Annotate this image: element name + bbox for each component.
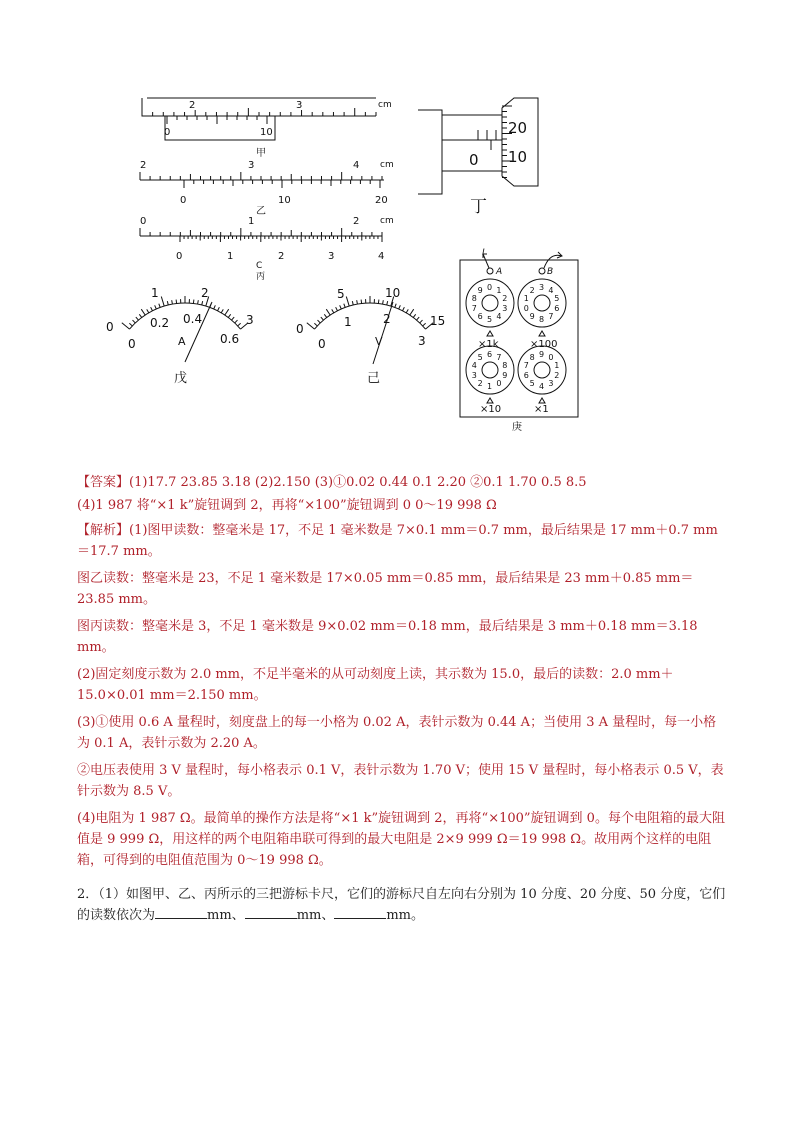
- wu-tick: [202, 301, 203, 305]
- ji-outer-0: 0: [296, 322, 304, 336]
- jia-vernier-10: 10: [260, 127, 273, 138]
- wu-outer-0: 0: [106, 320, 114, 334]
- geng-dial-digit: 8: [539, 315, 545, 324]
- instrument-figure: [0, 0, 794, 440]
- geng-knob-pointer: [487, 398, 493, 403]
- answer-tag: 【答案】: [77, 475, 130, 490]
- bing-vernier-3: 3: [328, 251, 335, 262]
- yi-caption: 乙: [256, 206, 266, 217]
- wu-tick: [159, 304, 160, 308]
- jia-main-2: 2: [189, 100, 196, 111]
- sep-1: 、: [231, 908, 245, 923]
- answer-blank-1[interactable]: [155, 906, 207, 919]
- ji-tick: [324, 314, 326, 317]
- geng-dial-digit: 5: [477, 353, 483, 363]
- wu-outer-1: 1: [151, 286, 159, 300]
- geng-dial-digit: 1: [496, 286, 502, 296]
- jia-caption: 甲: [256, 148, 266, 159]
- ji-inner-1: 1: [344, 315, 352, 329]
- yi-main-4: 4: [353, 160, 360, 171]
- wu-tick: [221, 309, 223, 312]
- wu-inner-0.2: 0.2: [150, 316, 170, 330]
- jia-vernier-0: 0: [164, 127, 171, 138]
- geng-dial-digit: 8: [529, 353, 535, 363]
- wu-tick: [133, 320, 136, 323]
- geng-terminal-a: A: [496, 267, 503, 277]
- geng-dial-digit: 7: [548, 311, 554, 321]
- geng-dial-digit: 6: [487, 350, 493, 359]
- bing-vernier-2: 2: [278, 251, 285, 262]
- ji-inner-2: 2: [383, 312, 391, 326]
- question-2-text: 2．（1）如图甲、乙、丙所示的三把游标卡尺，它们的游标尺自左向右分别为 10 分度、20 分度、50 分度，它们的读数依次为: [77, 887, 726, 923]
- ji-tick: [326, 309, 330, 315]
- wu-tick: [218, 307, 220, 311]
- ji-tick: [314, 323, 317, 326]
- geng-dial-digit: 4: [496, 311, 502, 321]
- geng-knob-pointer: [539, 398, 545, 403]
- geng-dial-digit: 2: [477, 378, 483, 388]
- geng-dial-digit: 3: [548, 378, 554, 388]
- geng-dial-digit: 5: [529, 378, 535, 388]
- bing-caption-c: C: [256, 261, 263, 271]
- bing-vernier-1: 1: [227, 251, 234, 262]
- analysis-p6: ②电压表使用 3 V 量程时，每小格表示 0.1 V，表针示数为 1.70 V；使用 15 V 量程时，每小格表示 0.5 V，表针示数为 8.5 V。: [77, 763, 724, 799]
- ji-outer-10: 10: [385, 286, 401, 300]
- wu-unit: A: [178, 335, 186, 348]
- end-mark: 。: [411, 908, 425, 923]
- analysis-p2: 图乙读数：整毫米是 23，不足 1 毫米数是 17×0.05 mm＝0.85 mm，最后结果是 23 mm＋0.85 mm＝23.85 mm。: [77, 571, 694, 607]
- caliper-yi: [140, 172, 384, 188]
- geng-dial-digit: 3: [502, 303, 508, 313]
- wu-tick: [129, 323, 132, 326]
- ammeter-wu: [122, 296, 248, 362]
- wu-tick: [225, 309, 229, 315]
- ding-caption: 丁: [470, 197, 487, 217]
- geng-dial-digit: 1: [523, 294, 529, 304]
- geng-dial-digit: 2: [502, 294, 508, 304]
- resistance-box-geng: [460, 252, 578, 417]
- bing-main-1: 1: [248, 216, 255, 227]
- geng-knob-pointer: [539, 331, 545, 336]
- geng-terminal-b: B: [547, 267, 554, 277]
- geng-knob-center: [482, 295, 498, 311]
- answer-line-1: [77, 471, 587, 490]
- geng-dial-digit: 6: [523, 370, 529, 380]
- ji-tick: [395, 304, 396, 308]
- geng-dial-digit: 6: [554, 303, 560, 313]
- geng-dial-digit: 2: [529, 286, 535, 296]
- geng-dial-digit: 7: [496, 353, 502, 363]
- geng-dial-digit: 5: [554, 294, 560, 304]
- yi-main-2: 2: [140, 160, 147, 171]
- analysis-p1: [77, 520, 727, 562]
- geng-dial-digit: 4: [539, 382, 545, 391]
- geng-dial-digit: 7: [471, 303, 477, 313]
- wu-tick: [122, 323, 130, 329]
- geng-knob-center: [534, 362, 550, 378]
- analysis-p7: (4)电阻为 1 987 Ω。最简单的操作方法是将“×1 k”旋钮调到 2，再将“×100”旋钮调到 0。每个电阻箱的最大阻值是 9 999 Ω，用这样的两个电阻箱串联可得到的最大电阻是 2×9 999 Ω＝19 998 Ω。故用两个这样的电阻箱，可得到的电阻值范围为 0～19 998 Ω。: [77, 811, 725, 868]
- geng-dial-digit: 8: [502, 361, 508, 371]
- wu-tick: [214, 305, 216, 309]
- answer-line1: (1)17.7 23.85 3.18 (2)2.150 (3)①0.02 0.44 0.1 2.20 ②0.1 1.70 0.5 8.5: [129, 475, 587, 490]
- wu-tick: [151, 307, 153, 311]
- geng-dial-digit: 7: [523, 361, 529, 371]
- ji-caption: 己: [367, 371, 381, 386]
- bing-caption: 丙: [256, 272, 266, 282]
- ji-unit: V: [375, 335, 383, 348]
- geng-dial-digit: 6: [477, 311, 483, 321]
- analysis-p3: 图丙读数：整毫米是 3，不足 1 毫米数是 9×0.02 mm＝0.18 mm，最后结果是 3 mm＋0.18 mm＝3.18 mm。: [77, 619, 698, 655]
- geng-dial-digit: 3: [539, 283, 545, 292]
- question-2: [77, 884, 727, 926]
- ding-thimble-20: 20: [508, 119, 528, 137]
- bing-main-0: 0: [140, 216, 147, 227]
- geng-knob-x100: ×100: [530, 339, 558, 350]
- geng-dial-digit: 9: [539, 350, 545, 359]
- jia-main-3: 3: [296, 100, 303, 111]
- wu-tick: [172, 300, 173, 304]
- wu-outer-3: 3: [246, 313, 254, 327]
- ji-arc: [315, 303, 426, 329]
- analysis-p4: (2)固定刻度示数为 2.0 mm，不足半毫米的从可动刻度上读，其示数为 15.0，最后的读数：2.0 mm＋15.0×0.01 mm＝2.150 mm。: [77, 667, 674, 703]
- answer-line-2: (4)1 987 将“×1 k”旋钮调到 2，再将“×100”旋钮调到 0 0～19 998 Ω: [77, 498, 497, 513]
- geng-dial-digit: 4: [471, 361, 477, 371]
- yi-vernier-20: 20: [375, 195, 388, 206]
- unit-3: mm: [386, 908, 412, 923]
- geng-dial-digit: 0: [523, 303, 529, 313]
- analysis-tag: 【解析】: [77, 523, 130, 538]
- micrometer-ding: [418, 98, 538, 194]
- geng-knob-x1: ×1: [534, 404, 549, 415]
- wu-tick: [147, 309, 149, 312]
- geng-dial-digit: 1: [487, 382, 493, 391]
- ding-thimble-10: 10: [508, 148, 528, 166]
- geng-dial-digit: 9: [477, 286, 483, 296]
- wu-tick: [228, 314, 230, 317]
- geng-dial-digit: 5: [487, 315, 493, 324]
- yi-main-3: 3: [248, 160, 255, 171]
- wu-tick: [141, 309, 145, 315]
- geng-knob-x1k: ×1k: [478, 339, 499, 350]
- ji-tick: [420, 320, 423, 323]
- geng-knob-center: [534, 295, 550, 311]
- ji-tick: [383, 300, 384, 304]
- wu-tick: [232, 317, 235, 320]
- wu-tick: [155, 305, 157, 309]
- wu-outer-2: 2: [201, 286, 209, 300]
- wu-tick: [238, 323, 241, 326]
- yi-vernier-0: 0: [180, 195, 187, 206]
- geng-dial-digit: 9: [502, 370, 508, 380]
- geng-knob-center: [482, 362, 498, 378]
- geng-dial-digit: 1: [554, 361, 560, 371]
- answer-blank-2[interactable]: [245, 906, 297, 919]
- ji-tick: [336, 307, 338, 311]
- geng-dial-digit: 3: [471, 370, 477, 380]
- analysis-p1-text: (1)图甲读数：整毫米是 17，不足 1 毫米数是 7×0.1 mm＝0.7 mm，最后结果是 17 mm＋0.7 mm＝17.7 mm。: [77, 523, 718, 559]
- geng-dial-digit: 0: [487, 283, 493, 292]
- ji-outer-5: 5: [337, 287, 345, 301]
- geng-dial-digit: 0: [548, 353, 554, 363]
- wu-tick: [235, 320, 238, 323]
- bing-unit: cm: [380, 216, 394, 226]
- ji-tick: [399, 305, 401, 309]
- analysis-block: [77, 520, 727, 871]
- unit-2: mm: [296, 908, 322, 923]
- caliper-jia: [142, 98, 376, 140]
- wu-tick: [136, 317, 139, 320]
- ding-sleeve-0: 0: [469, 151, 479, 169]
- wu-inner-0: 0: [128, 337, 136, 351]
- caliper-bing: [140, 228, 382, 242]
- ji-inner-0: 0: [318, 337, 326, 351]
- geng-current: I: [482, 248, 485, 258]
- voltmeter-ji: [307, 296, 433, 364]
- ji-tick: [332, 309, 334, 312]
- bing-main-2: 2: [353, 216, 360, 227]
- wu-inner-0.4: 0.4: [183, 312, 203, 326]
- ji-tick: [423, 323, 426, 326]
- ji-tick: [357, 300, 358, 304]
- geng-dial-digit: 4: [548, 286, 554, 296]
- wu-tick: [161, 296, 164, 306]
- ji-tick: [417, 317, 420, 320]
- ji-inner-3: 3: [418, 334, 426, 348]
- geng-dial-digit: 9: [529, 311, 535, 321]
- ji-tick: [403, 307, 405, 311]
- ji-tick: [321, 317, 324, 320]
- geng-knob-x10: ×10: [480, 404, 502, 415]
- geng-knob-pointer: [487, 331, 493, 336]
- geng-dial-digit: 2: [554, 370, 560, 380]
- yi-vernier-10: 10: [278, 195, 291, 206]
- ji-tick: [346, 296, 349, 306]
- ji-tick: [318, 320, 321, 323]
- wu-caption: 戊: [174, 371, 188, 386]
- sep-2: 、: [321, 908, 335, 923]
- yi-unit: cm: [380, 160, 394, 170]
- ammeter-needle: [185, 302, 212, 362]
- ji-tick: [413, 314, 415, 317]
- geng-dial-digit: 8: [471, 294, 477, 304]
- ji-tick: [344, 304, 345, 308]
- ji-tick: [307, 323, 315, 329]
- bing-vernier-4: 4: [378, 251, 385, 262]
- wu-inner-0.6: 0.6: [220, 332, 240, 346]
- geng-caption: 庚: [512, 422, 522, 433]
- jia-unit: cm: [378, 100, 392, 110]
- wu-tick: [198, 300, 199, 304]
- analysis-p5: (3)①使用 0.6 A 量程时，刻度盘上的每一小格为 0.02 A，表针示数为 0.44 A；当使用 3 A 量程时，每一小格为 0.1 A，表针示数为 2.20 A。: [77, 715, 717, 751]
- answer-blank-3[interactable]: [334, 906, 386, 919]
- unit-1: mm: [207, 908, 232, 923]
- wu-tick: [167, 301, 168, 305]
- ji-tick: [340, 305, 342, 309]
- wu-tick: [139, 314, 141, 317]
- ji-tick: [352, 301, 353, 305]
- geng-dial-digit: 0: [496, 378, 502, 388]
- ji-tick: [387, 301, 388, 305]
- ji-tick: [406, 309, 408, 312]
- ji-tick: [410, 309, 414, 315]
- ji-outer-15: 15: [430, 314, 446, 328]
- bing-vernier-0: 0: [176, 251, 183, 262]
